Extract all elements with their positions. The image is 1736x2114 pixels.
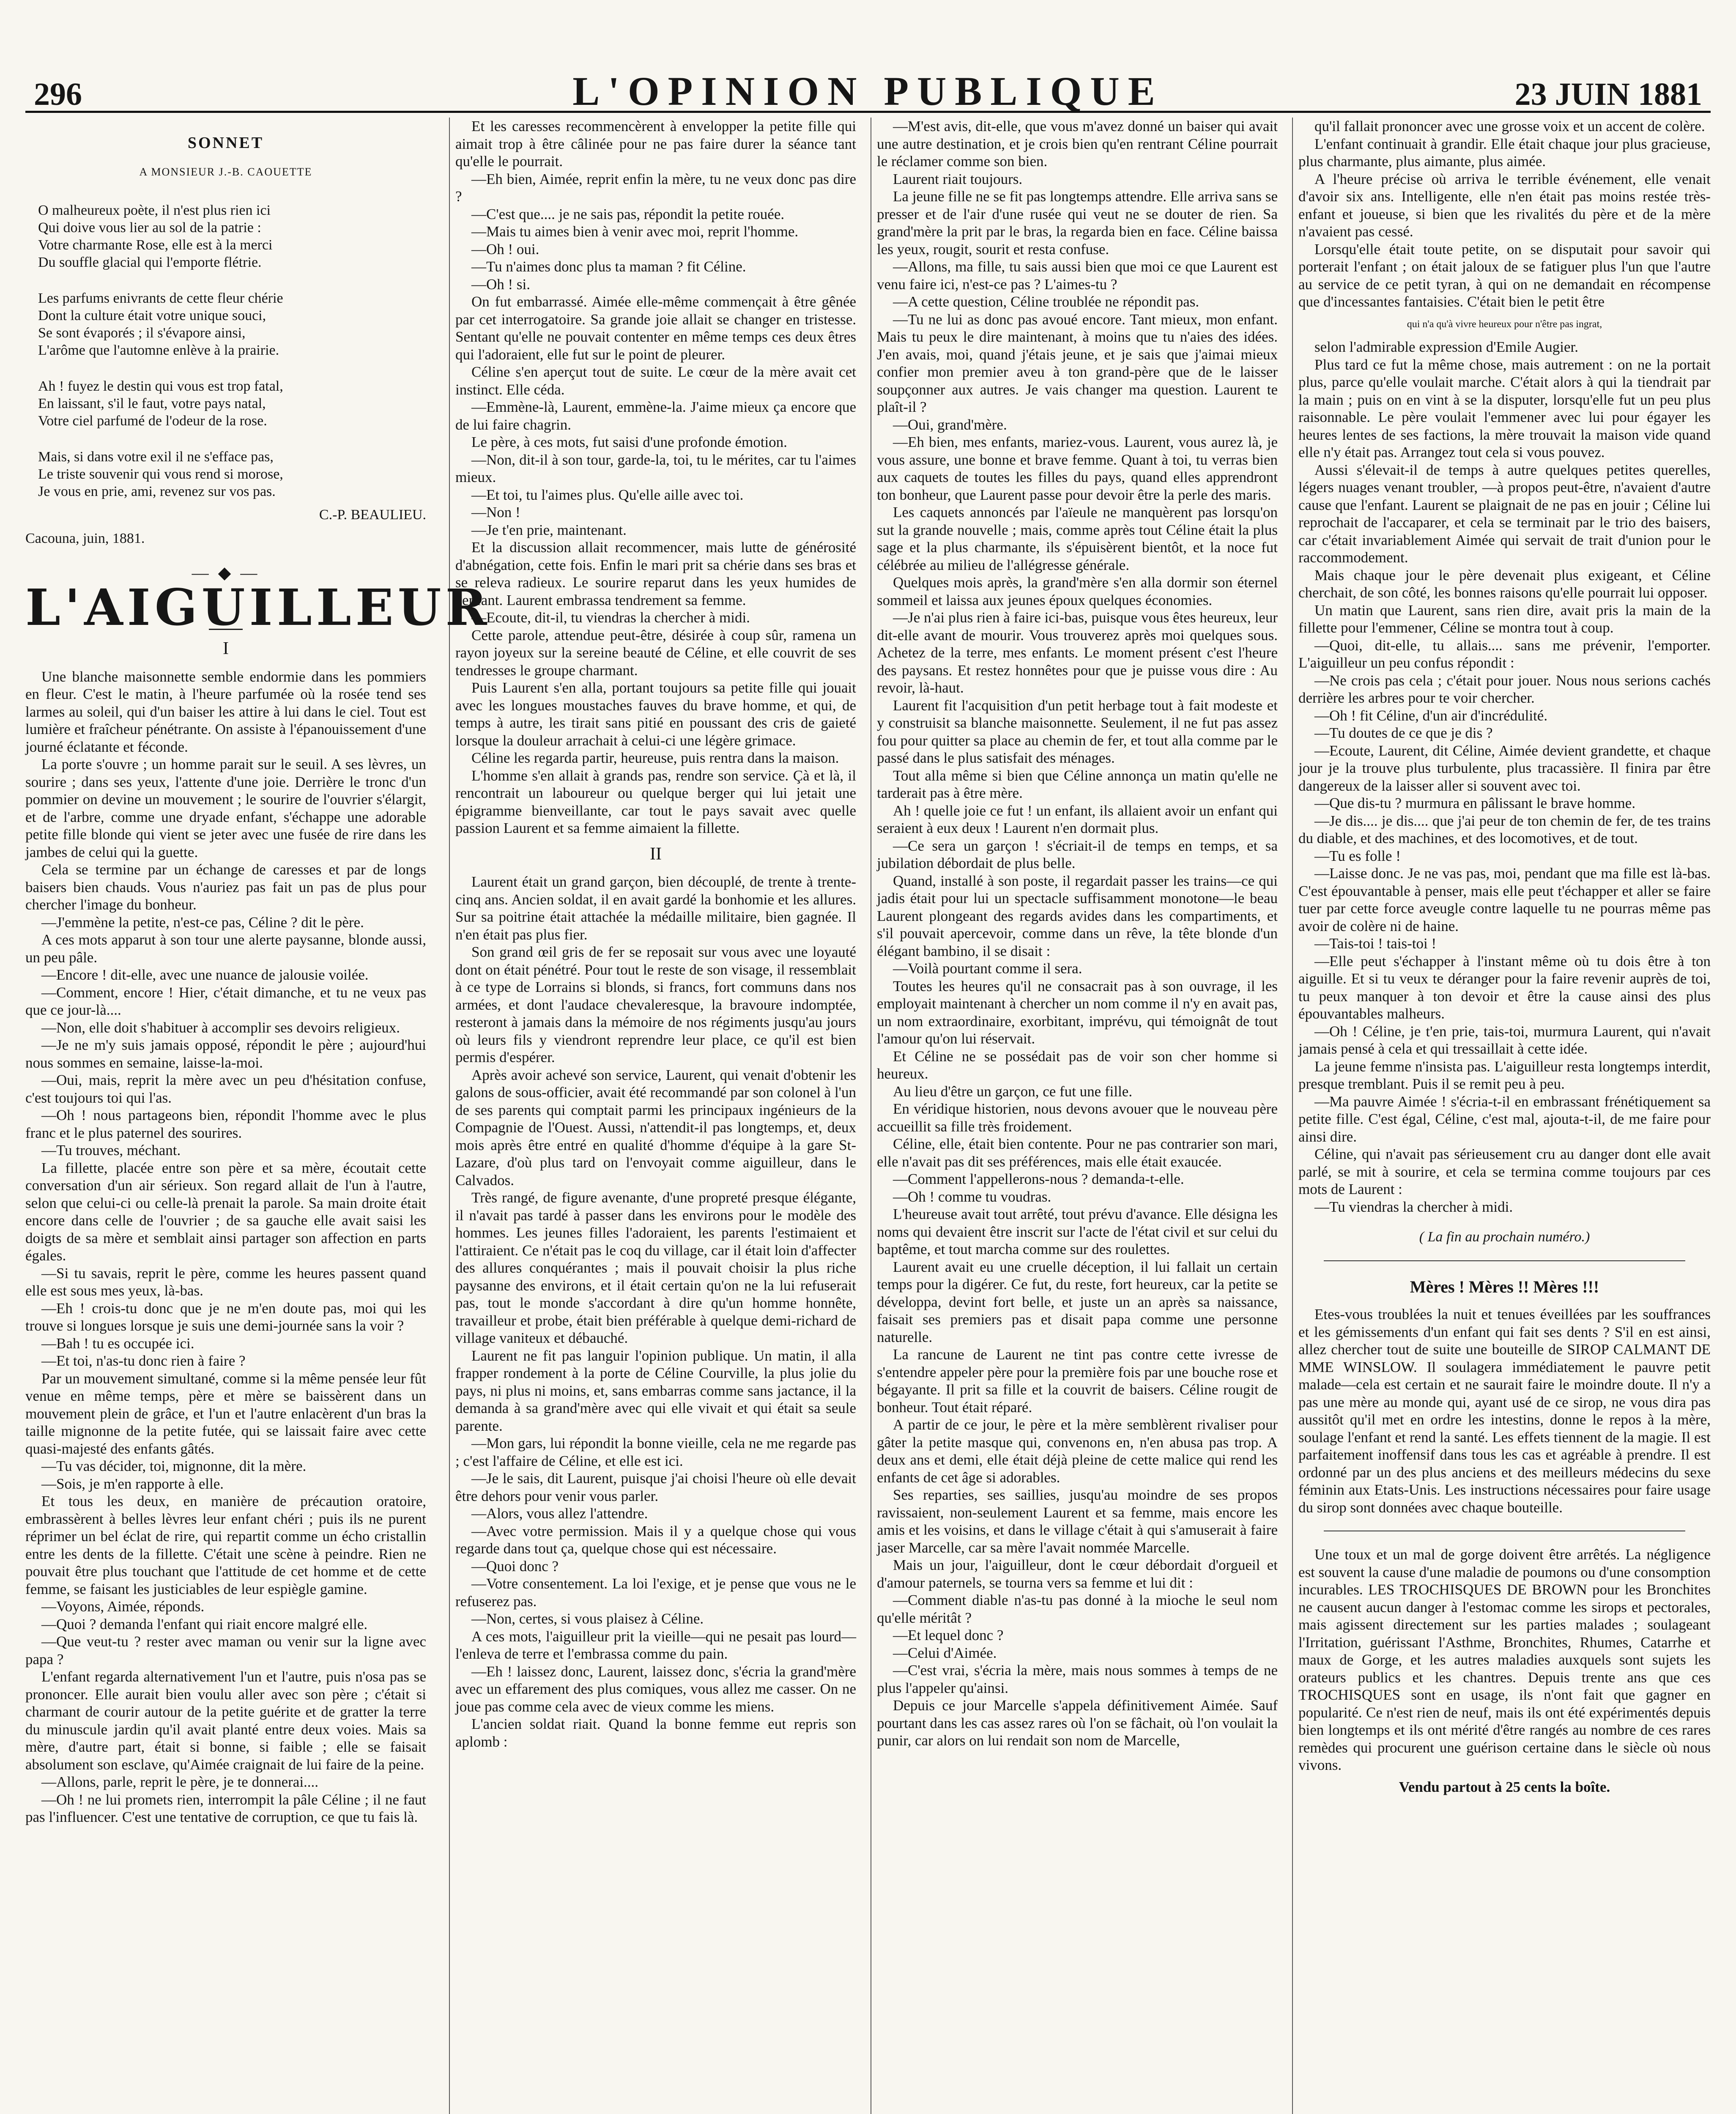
paragraph: —Emmène-là, Laurent, emmène-la. J'aime mieux ça encore que de lui faire chagrin. [455, 399, 856, 433]
paragraph: —Et toi, n'as-tu donc rien à faire ? [41, 1353, 246, 1369]
paragraph: —Ma pauvre Aimée ! s'écria-t-il en embrassant frénétiquement sa petite fille. C'est égal, Céline, c'est mal, ajouta-t-il, de me faire pour ainsi dire. [1298, 1093, 1711, 1145]
paragraph: —Eh ! laissez donc, Laurent, laissez donc, s'écria la grand'mère avec un effarement des plus comiques, vous allez me casser. On ne joue pas comme cela avec de vieux comme les miens. [455, 1663, 856, 1715]
ad-price: Vendu partout à 25 cents la boîte. [1399, 1778, 1610, 1795]
sonnet-signature: C.-P. BEAULIEU. [319, 507, 426, 523]
paragraph: —Que dis-tu ? murmura en pâlissant le brave homme. [1314, 795, 1636, 811]
paragraph: Le père, à ces mots, fut saisi d'une profonde émotion. [471, 434, 787, 450]
ad-text: Une toux et un mal de gorge doivent être arrêtés. La négligence est souvent la cause d'une maladie de poumons ou d'une consomption incurables. LES TROCHISQUES DE BROWN pour les Bronchites ne causent aucun danger à l'estomac comme les sirops et pectorales, mais agissent directement sur les parties malades ; soulageant l'Irritation, guérissant l'Asthme, Bronchites, Rhumes, Catarrhe et maux de Gorge, et les autres maladies auxquels sont sujets les orateurs publics et les chantres. Depuis trente ans que ces TROCHISQUES sont en usage, ils n'ont fait que gagner en popularité. Ce n'est rien de neuf, mais ils ont été expérimentés depuis bien longtemps et ils ont mérité d'être rangés au nombre de ces rares remèdes qui procurent une guérison certaine dans le siècle où nous vivons. [1298, 1546, 1711, 1773]
paragraph: —Non, elle doit s'habituer à accomplir ses devoirs religieux. [41, 1019, 400, 1036]
story-text [877, 118, 1278, 1750]
paragraph: —Ecoute, dit-il, tu viendras la chercher à midi. [471, 609, 750, 626]
paragraph: La jeune fille ne se fit pas longtemps attendre. Elle arriva sans se presser et de l'air d'une rusée qui veut ne se douter de rien. Sa grand'mère la prit par le bras, la regarda bien en face. Céline baissa les yeux, rougit, sourit et resta confuse. [877, 188, 1278, 257]
paragraph: —Elle peut s'échapper à l'instant même où tu dois être à ton aiguille. Et si tu veux te déranger pour la faire revenir auprès de toi, tu peux manquer à ton devoir et être la cause ainsi des plus épouvantables malheurs. [1298, 953, 1711, 1022]
paragraph: —Alors, vous allez l'attendre. [471, 1505, 648, 1522]
paragraph: —Oh ! comme tu voudras. [893, 1188, 1051, 1205]
chapter-number: I [223, 639, 229, 658]
paragraph: —A cette question, Céline troublée ne répondit pas. [893, 293, 1199, 310]
verse: Mais, si dans votre exil il ne s'efface pas, [38, 449, 274, 465]
verse: Les parfums enivrants de cette fleur chérie [38, 290, 283, 306]
verse: En laissant, s'il le faut, votre pays natal, [38, 396, 266, 411]
paragraph: Céline, qui n'avait pas sérieusement cru au danger dont elle avait parlé, se mit à sourire, et cela se termina comme toujours par ces mots de Laurent : [1298, 1146, 1711, 1197]
verse: Votre charmante Rose, elle est à la merci [38, 237, 273, 253]
verse: O malheureux poète, il n'est plus rien ici [38, 203, 271, 218]
feuilleton-title: L'AIGUILLEUR [25, 578, 491, 637]
paragraph: Ah ! quelle joie ce fut ! un enfant, ils allaient avoir un enfant qui seraient à eux deux ! Laurent n'en dormait plus. [877, 802, 1278, 836]
paragraph: Laurent avait eu une cruelle déception, il lui fallait un certain temps pour la digérer. Ce fut, du reste, fort heureux, car la petite se développa, devint fort belle, et juste un an après sa naissance, faisait ses premiers pas et disait papa comme une personne naturelle. [877, 1258, 1278, 1345]
verse: Dont la culture était votre unique souci, [38, 308, 266, 323]
paragraph: —Tu es folle ! [1314, 847, 1401, 864]
paragraph: Cette parole, attendue peut-être, désirée à coup sûr, ramena un rayon joyeux sur la sereine beauté de Céline, et elle couvrit de ses tendresses le groupe charmant. [455, 627, 856, 679]
paragraph: —Quoi donc ? [471, 1558, 559, 1575]
paragraph: —Eh bien, mes enfants, mariez-vous. Laurent, vous aurez là, je vous assure, une bonne et brave femme. Quant à toi, tu verras bien aux caquets de toutes les filles du pays, quand elles apprendront ton bonheur, que Laurent passe pour devoir être la perle des maris. [877, 434, 1278, 503]
verse: Qui doive vous lier au sol de la patrie : [38, 220, 261, 235]
column-divider [1292, 118, 1293, 2114]
paragraph: Laurent était un grand garçon, bien découplé, de trente à trente-cinq ans. Ancien soldat, il en avait gardé la bonhomie et les allures. Sur sa poitrine était attachée la médaille militaire, bien gagnée. Il n'en était pas plus fier. [455, 874, 856, 943]
paragraph: Depuis ce jour Marcelle s'appela définitivement Aimée. Sauf pourtant dans les cas assez rares où l'on se fâchait, où l'on voulait la punir, car alors on lui rendait son nom de Marcelle, [877, 1697, 1278, 1749]
paragraph: Très rangé, de figure avenante, d'une propreté presque élégante, il n'avait pas tardé à passer dans les environs pour le modèle des hommes. Les jeunes filles l'adoraient, les parents l'estimaient et l'attiraient. Ce n'était pas le coq du village, car il était loin d'affecter des allures conquérantes ; mais il pouvait choisir la plus riche paysanne des environs, et il était certain qu'on ne la lui refuserait pas, tout le monde s'accordant à dire qu'un homme honnête, travailleur et probe, était bien préférable à quelque demi-richard de village vaniteux et débauché. [455, 1189, 856, 1346]
paragraph: —Tu vas décider, toi, mignonne, dit la mère. [41, 1458, 307, 1474]
masthead-rule [25, 111, 1711, 113]
ad-text: Etes-vous troublées la nuit et tenues éveillées par les souffrances et les gémissements d'un enfant qui fait ses dents ? S'il en est ainsi, allez chercher tout de suite une bouteille de SIROP CALMANT DE MME WINSLOW. Il soulagera immédiatement le pauvre petit malade—cela est certain et ne saurait faire le moindre doute. Il n'y a pas une mère au monde qui, ayant usé de ce sirop, ne vous dira pas aussitôt qu'il met en ordre les intestins, donne le repos à la mère, soulage l'enfant et rend la santé. Les effets tiennent de la magie. Il est parfaitement inoffensif dans tous les cas et agréable à prendre. Il est ordonné par un des plus anciens et des meilleurs médecins du sexe féminin aux Etats-Unis. Les instructions nécessaires pour faire usage du sirop sont données avec chaque bouteille. [1298, 1306, 1711, 1516]
paragraph: Et Céline ne se possédait pas de voir son cher homme si heureux. [877, 1048, 1278, 1082]
paragraph: Quelques mois après, la grand'mère s'en alla dormir son éternel sommeil et laissa aux jeunes époux quelques économies. [877, 574, 1278, 608]
paragraph: L'heureuse avait tout arrêté, tout prévu d'avance. Elle désigna les noms qui devaient être inscrit sur l'acte de l'état civil et sur celui du baptême, et tout marcha comme sur des roulettes. [877, 1206, 1278, 1257]
paragraph: —Je t'en prie, maintenant. [471, 521, 627, 538]
paragraph: —Comment diable n'as-tu pas donné à la mioche le seul nom qu'elle méritât ? [877, 1592, 1278, 1626]
paragraph: —Et toi, tu l'aimes plus. Qu'elle aille avec toi. [471, 486, 744, 503]
paragraph: Toutes les heures qu'il ne consacrait pas à son ouvrage, il les employait maintenant à chercher un nom comme il n'y en avait pas, un nom extraordinaire, exorbitant, imprévu, qui témoignât de tout l'amour qu'on lui réservait. [877, 978, 1278, 1047]
paragraph: Céline s'en aperçut tout de suite. Le cœur de la mère avait cet instinct. Elle céda. [455, 364, 856, 398]
paragraph: —Oh ! Céline, je t'en prie, tais-toi, murmura Laurent, qui n'avait jamais pensé à cela et qui tressaillait à cette idée. [1298, 1023, 1711, 1057]
chapter-number: II [650, 844, 662, 864]
story-text [1298, 338, 1711, 1216]
story-text [25, 668, 426, 1826]
stanza [38, 448, 426, 500]
paragraph: —Tais-toi ! tais-toi ! [1314, 935, 1437, 952]
paragraph: —Tu ne lui as donc pas avoué encore. Tant mieux, mon enfant. Mais tu peux le dire maintenant, à moins que tu n'aies des idées. J'en avais, moi, quand j'étais jeune, et je sais que j'aimai mieux confier mon premier aveu à ton grand-père que de le laisser soupçonner aux autres. Je vais changer ma question. Laurent te plaît-il ? [877, 311, 1278, 415]
sonnet-title: SONNET [187, 134, 264, 152]
paragraph: On fut embarrassé. Aimée elle-même commençait à être gênée par cet interrogatoire. Sa grande joie allait se changer en tristesse. Sentant qu'elle ne pouvait contenter en même temps ces deux êtres qui l'adoraient, elle fut sur le point de pleurer. [455, 293, 856, 363]
paragraph: Aussi s'élevait-il de temps à autre quelques petites querelles, légers nuages venant troubler, —à propos peut-être, n'avaient d'autre cause que l'enfant. Laurent se plaignait de ne pas en jouir ; Céline lui reprochait de l'accaparer, et cela se terminait par le trio des baisers, car c'était invariablement Aimée qui servait de trait d'union pour le raccommodement. [1298, 461, 1711, 566]
verse: Du souffle glacial qui l'emporte flétrie. [38, 255, 262, 270]
sonnet-dedication: A MONSIEUR J.-B. CAOUETTE [139, 165, 312, 178]
column-2 [455, 118, 856, 2114]
paragraph: —Oh ! oui. [471, 241, 539, 257]
paragraph: Céline, elle, était bien contente. Pour ne pas contrarier son mari, elle n'avait pas dit ses préférences, mais elle était exaucée. [877, 1136, 1278, 1170]
paragraph: —Non, dit-il à son tour, garde-la, toi, tu le mérites, car tu l'aimes mieux. [455, 451, 856, 485]
paragraph: —Comment l'appellerons-nous ? demanda-t-elle. [893, 1171, 1184, 1187]
paragraph: L'homme s'en allait à grands pas, rendre son service. Çà et là, il rencontrait un laboureur ou quelque berger qui lui jetait une épigramme bienveillante, car tout le pays savait avec quelle passion Laurent et sa femme aimaient la fillette. [455, 767, 856, 836]
paragraph: L'ancien soldat riait. Quand la bonne femme eut repris son aplomb : [455, 1716, 856, 1750]
paragraph: —Non, certes, si vous plaisez à Céline. [471, 1610, 704, 1627]
paragraph: —J'emmène la petite, n'est-ce pas, Céline ? dit le père. [41, 914, 364, 931]
verse: Se sont évaporés ; il s'évapore ainsi, [38, 325, 246, 341]
paragraph: —Allons, parle, reprit le père, je te donnerai.... [41, 1774, 319, 1790]
paragraph: A l'heure précise où arriva le terrible événement, elle venait d'avoir six ans. Intelligente, elle n'en était pas moins restée très-enfant et joueuse, si bien que les rivalités du père et de la mère n'avaient pas cessé. [1298, 170, 1711, 240]
paragraph: —Je ne m'y suis jamais opposé, répondit le père ; aujourd'hui nous sommes en semaine, laisse-la-moi. [25, 1037, 426, 1071]
paragraph: —Laisse donc. Je ne vas pas, moi, pendant que ma fille est là-bas. C'est épouvantable à penser, mais elle peut t'échapper et aller se faire tuer par cette force aveugle contre laquelle tu ne pourras même pas avoir de colère ni de haine. [1298, 865, 1711, 934]
paragraph: —Mon gars, lui répondit la bonne vieille, cela ne me regarde pas ; c'est l'affaire de Céline, et elle est ici. [455, 1435, 856, 1469]
story-text [455, 873, 856, 1750]
paragraph: —Quoi ? demanda l'enfant qui riait encore malgré elle. [41, 1616, 368, 1632]
paragraph: —Si tu savais, reprit le père, comme les heures passent quand elle est sous mes yeux, là-bas. [25, 1265, 426, 1299]
paragraph: Tout alla même si bien que Céline annonça un matin qu'elle ne tarderait pas à être mère. [877, 767, 1278, 801]
paragraph: —Eh ! crois-tu donc que je ne m'en doute pas, moi qui les trouve si longues lorsque je suis une demi-journée sans la voir ? [25, 1300, 426, 1334]
paragraph: La fillette, placée entre son père et sa mère, écoutait cette conversation d'un air sérieux. Son regard allait de l'un à l'autre, selon que celui-ci ou celle-là prenait la parole. Sa main droite était encore dans celle de l'ouvrier ; de sa gauche elle avait saisi les doigts de sa mère et semblait ainsi partager son affection en parts égales. [25, 1159, 426, 1264]
paragraph: Puis Laurent s'en alla, portant toujours sa petite fille qui jouait avec les longues moustaches fauves du brave homme, et qui, de temps à autre, les tirait sans pitié en poussant des cris de gaieté lorsque la douleur arrachait à celui-ci une légère grimace. [455, 679, 856, 749]
paragraph: Une blanche maisonnette semble endormie dans les pommiers en fleur. C'est le matin, à l'heure parfumée où la rosée tend ses larmes au soleil, qui d'un baiser les attire à lui dans le ciel. Tout est lumière et fraîcheur pénétrante. On assiste à l'épanouissement d'une journé éclatante et féconde. [25, 668, 426, 755]
paragraph: —Tu trouves, méchant. [41, 1142, 181, 1158]
paragraph: —M'est avis, dit-elle, que vous m'avez donné un baiser qui avait une autre destination, et je crois bien qu'en rentrant Céline pourrait le réclamer comme son bien. [877, 118, 1278, 170]
paragraph: Laurent ne fit pas languir l'opinion publique. Un matin, il alla frapper rondement à la porte de Céline Courville, la plus jolie du pays, ni plus ni moins, et, sans embarras comme sans jactance, il la demanda à sa grand'mère avec qui elle vivait et qui était sa seule parente. [455, 1347, 856, 1434]
to-be-continued: ( La fin au prochain numéro.) [1419, 1229, 1590, 1245]
newspaper-title: L'OPINION PUBLIQUE [572, 68, 1164, 114]
verse: Votre ciel parfumé de l'odeur de la rose. [38, 413, 267, 429]
paragraph: —Oui, grand'mère. [893, 416, 1007, 433]
paragraph: —C'est que.... je ne sais pas, répondit la petite rouée. [471, 205, 785, 222]
column-1 [25, 118, 491, 2114]
ad-title: Mères ! Mères !! Mères !!! [1410, 1277, 1599, 1296]
paragraph: Laurent fit l'acquisition d'un petit herbage tout à fait modeste et y construisit sa blanche maisonnette. Seulement, il ne fut pas assez fou pour quitter sa place au chemin de fer, et tout alla comme par le passé dans le plus satisfait des ménages. [877, 697, 1278, 766]
verse: Je vous en prie, ami, revenez sur vos pas. [38, 484, 276, 499]
paragraph: —Encore ! dit-elle, avec une nuance de jalousie voilée. [41, 967, 369, 983]
paragraph: L'enfant regarda alternativement l'un et l'autre, puis n'osa pas se prononcer. Elle aurait bien voulu aller avec son père ; c'était si charmant de courir autour de la petite guérite et de gratter la terre du minuscule jardin qu'il avait planté entre deux voies. Mais sa mère, d'autre part, était si bonne, si faible ; elle se faisait absolument son esclave, qu'Aimée craignait de lui faire de la peine. [25, 1668, 426, 1773]
paragraph: A partir de ce jour, le père et la mère semblèrent rivaliser pour gâter la petite masque qui, convenons en, n'en abusa pas trop. A deux ans et demi, elle était déjà pleine de cette malice qui rend les enfants de cet âge si adorables. [877, 1416, 1278, 1486]
paragraph: La jeune femme n'insista pas. L'aiguilleur resta longtemps interdit, presque tremblant. Puis il se remit peu à peu. [1298, 1058, 1711, 1092]
paragraph: La rancune de Laurent ne tint pas contre cette ivresse de s'entendre appeler père pour la première fois par une bouche rose et bégayante. Il prit sa fille et la couvrit de baisers. Céline rougit de bonheur. Tout était réparé. [877, 1346, 1278, 1416]
verse: L'arôme que l'automne enlève à la prairie. [38, 342, 279, 358]
paragraph: En véridique historien, nous devons avouer que le nouveau père accueillit sa fille très froidement. [877, 1101, 1278, 1135]
paragraph: Céline les regarda partir, heureuse, puis rentra dans la maison. [471, 750, 839, 766]
paragraph: —Tu n'aimes donc plus ta maman ? fit Céline. [471, 258, 746, 275]
paragraph: qu'il fallait prononcer avec une grosse voix et un accent de colère. [1314, 118, 1705, 134]
paragraph: —Et lequel donc ? [893, 1627, 1004, 1643]
stanza [38, 290, 426, 359]
column-4 [1298, 118, 1711, 2114]
paragraph: —Oh ! fit Céline, d'un air d'incrédulité. [1314, 707, 1548, 724]
paragraph: —Voyons, Aimée, réponds. [41, 1598, 205, 1615]
paragraph: —Avec votre permission. Mais il y a quelque chose qui vous regarde dans tout ça, quelque chose qui est nécessaire. [455, 1523, 856, 1557]
paragraph: Son grand œil gris de fer se reposait sur vous avec une loyauté dont on était pénétré. Pour tout le reste de son visage, il ressemblait à ce type de Lorrains si blonds, si francs, fort communs dans nos armées, et dont l'audace chevaleresque, la bravoure indomptée, resteront à jamais dans la mémoire de nos régiments jusqu'au jours où leurs fils y viendront reprendre leur place, ce qu'il est bien permis d'espérer. [455, 944, 856, 1065]
paragraph: —Comment, encore ! Hier, c'était dimanche, et tu ne veux pas que ce jour-là.... [25, 984, 426, 1018]
paragraph: —Bah ! tu es occupée ici. [41, 1335, 194, 1352]
paragraph: —Oh ! si. [471, 276, 531, 293]
paragraph: —Tu viendras la chercher à midi. [1314, 1198, 1513, 1215]
paragraph: —C'est vrai, s'écria la mère, mais nous sommes à temps de ne plus l'appeler qu'ainsi. [877, 1662, 1278, 1696]
verse: Ah ! fuyez le destin qui vous est trop fatal, [38, 378, 283, 394]
paragraph: —Celui d'Aimée. [893, 1644, 997, 1661]
verse: Le triste souvenir qui vous rend si morose, [38, 466, 283, 482]
paragraph: —Voilà pourtant comme il sera. [893, 960, 1082, 977]
paragraph: Plus tard ce fut la même chose, mais autrement : on ne la portait plus, parce qu'elle voulait marche. C'était alors à qui la tiendrait par la main ; puis on en vint à se la disputer, lorsqu'elle fut un peu plus raisonnable. Le père voulait l'emmener avec lui pour égayer les heures lentes de ses factions, la mère trouvait la maison vide quand elle n'y était pas. Arrangez tout cela si vous pouvez. [1298, 356, 1711, 460]
page-number: 296 [34, 77, 82, 112]
story-text [1298, 118, 1711, 311]
stanza [38, 378, 426, 430]
paragraph: A ces mots, l'aiguilleur prit la vieille—qui ne pesait pas lourd—l'enleva de terre et l'embrassa comme du pain. [455, 1628, 856, 1662]
ornament-divider: — ◆ — [192, 563, 260, 582]
quoted-verse: qui n'a qu'à vivre heureux pour n'être pas ingrat, [1407, 318, 1602, 330]
column-3 [877, 118, 1278, 2114]
paragraph: —Quoi, dit-elle, tu allais.... sans me prévenir, l'emporter. L'aiguilleur un peu confus répondit : [1298, 637, 1711, 671]
paragraph: —Sois, je m'en rapporte à elle. [41, 1475, 224, 1492]
paragraph: —Allons, ma fille, tu sais aussi bien que moi ce que Laurent est venu faire ici, n'est-ce pas ? L'aimes-tu ? [877, 258, 1278, 293]
paragraph: Lorsqu'elle était toute petite, on se disputait pour savoir qui porterait l'enfant ; on était jaloux de se fatiguer plus l'un que l'autre au service de ce petit tyran, à qui on ne demandait en récompense que d'incessantes fantaisies. C'était bien le petit être [1298, 241, 1711, 310]
paragraph: Quand, installé à son poste, il regardait passer les trains—ce qui jadis était pour lui un spectacle suffisamment monotone—le beau Laurent plongeant des regards avides dans les compartiments, et s'il pouvait apercevoir, comme dans un rêve, la tête blonde d'un élégant bambino, il se disait : [877, 872, 1278, 959]
paragraph: A ces mots apparut à son tour une alerte paysanne, blonde aussi, un peu pâle. [25, 931, 426, 966]
paragraph: Et les caresses recommencèrent à envelopper la petite fille qui aimait trop à être câlinée pour ne pas faire durer la séance tant qu'elle le pourrait. [455, 118, 856, 170]
issue-date: 23 JUIN 1881 [1514, 77, 1702, 112]
paragraph: —Je le sais, dit Laurent, puisque j'ai choisi l'heure où elle devait être dehors pour venir vous parler. [455, 1470, 856, 1504]
paragraph: L'enfant continuait à grandir. Elle était chaque jour plus gracieuse, plus charmante, plus aimante, plus aimée. [1298, 135, 1711, 170]
paragraph: —Tu doutes de ce que je dis ? [1314, 725, 1493, 741]
sonnet-place-date: Cacouna, juin, 1881. [25, 530, 145, 546]
stanza [38, 202, 426, 271]
paragraph: —Je n'ai plus rien à faire ici-bas, puisque vous êtes heureux, leur dit-elle avant de mourir. Vous trouverez après moi quelques sous. Achetez de la terre, mes enfants. Le moment présent c'est l'heure des paysans. Et restez honnêtes pour que je puisse vous dire : Au revoir, là-haut. [877, 609, 1278, 696]
paragraph: —Ce sera un garçon ! s'écriait-il de temps en temps, et sa jubilation débordait de plus belle. [877, 837, 1278, 871]
paragraph: —Non ! [471, 504, 520, 520]
paragraph: Mais chaque jour le père devenait plus exigeant, et Céline cherchait, de son côté, les bonnes raisons qu'elle pourrait lui opposer. [1298, 567, 1711, 601]
paragraph: Laurent riait toujours. [893, 170, 1023, 187]
paragraph: Cela se termine par un échange de caresses et par de longs baisers bien chauds. Vous n'auriez pas fait un pas de plus pour chercher l'image du bonheur. [25, 861, 426, 913]
paragraph: Après avoir achevé son service, Laurent, qui venait d'obtenir les galons de sous-officier, avait été recommandé par son colonel à l'un de ses parents qui comptait parmi les principaux ingénieurs de la Compagnie de l'Ouest. Aussi, n'attendit-il pas longtemps, et, deux mois après être entré en qualité d'homme d'équipe à la gare St-Lazare, d'où plus tard on l'envoyait comme aiguilleur, dans le Calvados. [455, 1066, 856, 1188]
paragraph: —Oui, mais, reprit la mère avec un peu d'hésitation confuse, c'est toujours toi qui l'as. [25, 1072, 426, 1106]
paragraph: Au lieu d'être un garçon, ce fut une fille. [893, 1083, 1133, 1100]
paragraph: Et la discussion allait recommencer, mais lutte de générosité d'abnégation, cette fois. Enfin le mari prit sa chérie dans ses bras et se releva radieux. Le sourire reparut dans les yeux humides de l'enfant. Laurent embrassa tendrement sa femme. [455, 539, 856, 608]
masthead [25, 13, 1711, 114]
paragraph: —Je dis.... je dis.... que j'ai peur de ton chemin de fer, de tes trains du diable, et des machines, et des locomotives, et de tout. [1298, 812, 1711, 846]
paragraph: Et tous les deux, en manière de précaution oratoire, embrassèrent à belles lèvres leur enfant chéri ; puis ils ne purent réprimer un bel éclat de rire, qui repartit comme un écho cristallin entre les dents de la fillette. C'était une scène à peindre. Rien ne pouvait être plus touchant que l'attitude de cet homme et de cette femme, se faisant les justiciables de leur espiègle gamine. [25, 1493, 426, 1597]
paragraph: Un matin que Laurent, sans rien dire, avait pris la main de la fillette pour l'emmener, Céline se montra tout à coup. [1298, 602, 1711, 636]
story-text [455, 118, 856, 837]
paragraph: Par un mouvement simultané, comme si la même pensée leur fût venue en même temps, père et mère se baissèrent dans un mouvement plein de grâce, et l'un et l'autre enlacèrent d'un bras la taille mignonne de la petite futée, qui se laissait faire avec cette quasi-majesté des enfants gâtés. [25, 1370, 426, 1457]
paragraph: —Oh ! nous partageons bien, répondit l'homme avec le plus franc et le plus paternel des sourires. [25, 1107, 426, 1141]
paragraph: —Votre consentement. La loi l'exige, et je pense que vous ne le refuserez pas. [455, 1575, 856, 1610]
paragraph: —Oh ! ne lui promets rien, interrompit la pâle Céline ; il ne faut pas l'influencer. C'est une tentative de corruption, ce que tu fais là. [25, 1791, 426, 1825]
paragraph: selon l'admirable expression d'Emile Augier. [1314, 339, 1579, 355]
paragraph: —Ecoute, Laurent, dit Céline, Aimée devient grandette, et chaque jour je la trouve plus turbulente, plus tracassière. Il finira par être dangereux de la laisser aller si souvent avec toi. [1298, 742, 1711, 794]
paragraph: —Eh bien, Aimée, reprit enfin la mère, tu ne veux donc pas dire ? [455, 170, 856, 205]
paragraph: Mais un jour, l'aiguilleur, dont le cœur débordait d'orgueil et d'amour paternels, se tourna vers sa femme et lui dit : [877, 1557, 1278, 1591]
paragraph: La porte s'ouvre ; un homme parait sur le seuil. A ses lèvres, un sourire ; dans ses yeux, l'attente d'une joie. Derrière le tronc d'un pommier on devine un mouvement ; le sourire de l'ouvrier s'élargit, et de l'arbre, comme une dryade enfant, s'échappe une adorable petite fille blonde qui vient se jeter avec une fusée de rire dans les jambes de celui qui la guette. [25, 756, 426, 860]
paragraph: —Ne crois pas cela ; c'était pour jouer. Nous nous serions cachés derrière les arbres pour te voir chercher. [1298, 672, 1711, 706]
paragraph: —Que veut-tu ? rester avec maman ou venir sur la ligne avec papa ? [25, 1633, 426, 1668]
section-rule [1324, 1260, 1685, 1261]
paragraph: —Mais tu aimes bien à venir avec moi, reprit l'homme. [471, 223, 799, 240]
paragraph: Les caquets annoncés par l'aïeule ne manquèrent pas lorsqu'on sut la grande nouvelle ; mais, comme après tout Céline était la plus sage et la plus charmante, ils s'épuisèrent bientôt, et la noce fut célébrée au milieu de l'allégresse générale. [877, 504, 1278, 573]
column-divider [449, 118, 450, 2114]
paragraph: Ses reparties, ses saillies, jusqu'au moindre de ses propos ravissaient, non-seulement Laurent et sa femme, mais encore les amis et les voisins, et dans le village c'était à qui s'amuserait à faire jaser Marcelle, car sa mère l'avait nommée Marcelle. [877, 1487, 1278, 1556]
